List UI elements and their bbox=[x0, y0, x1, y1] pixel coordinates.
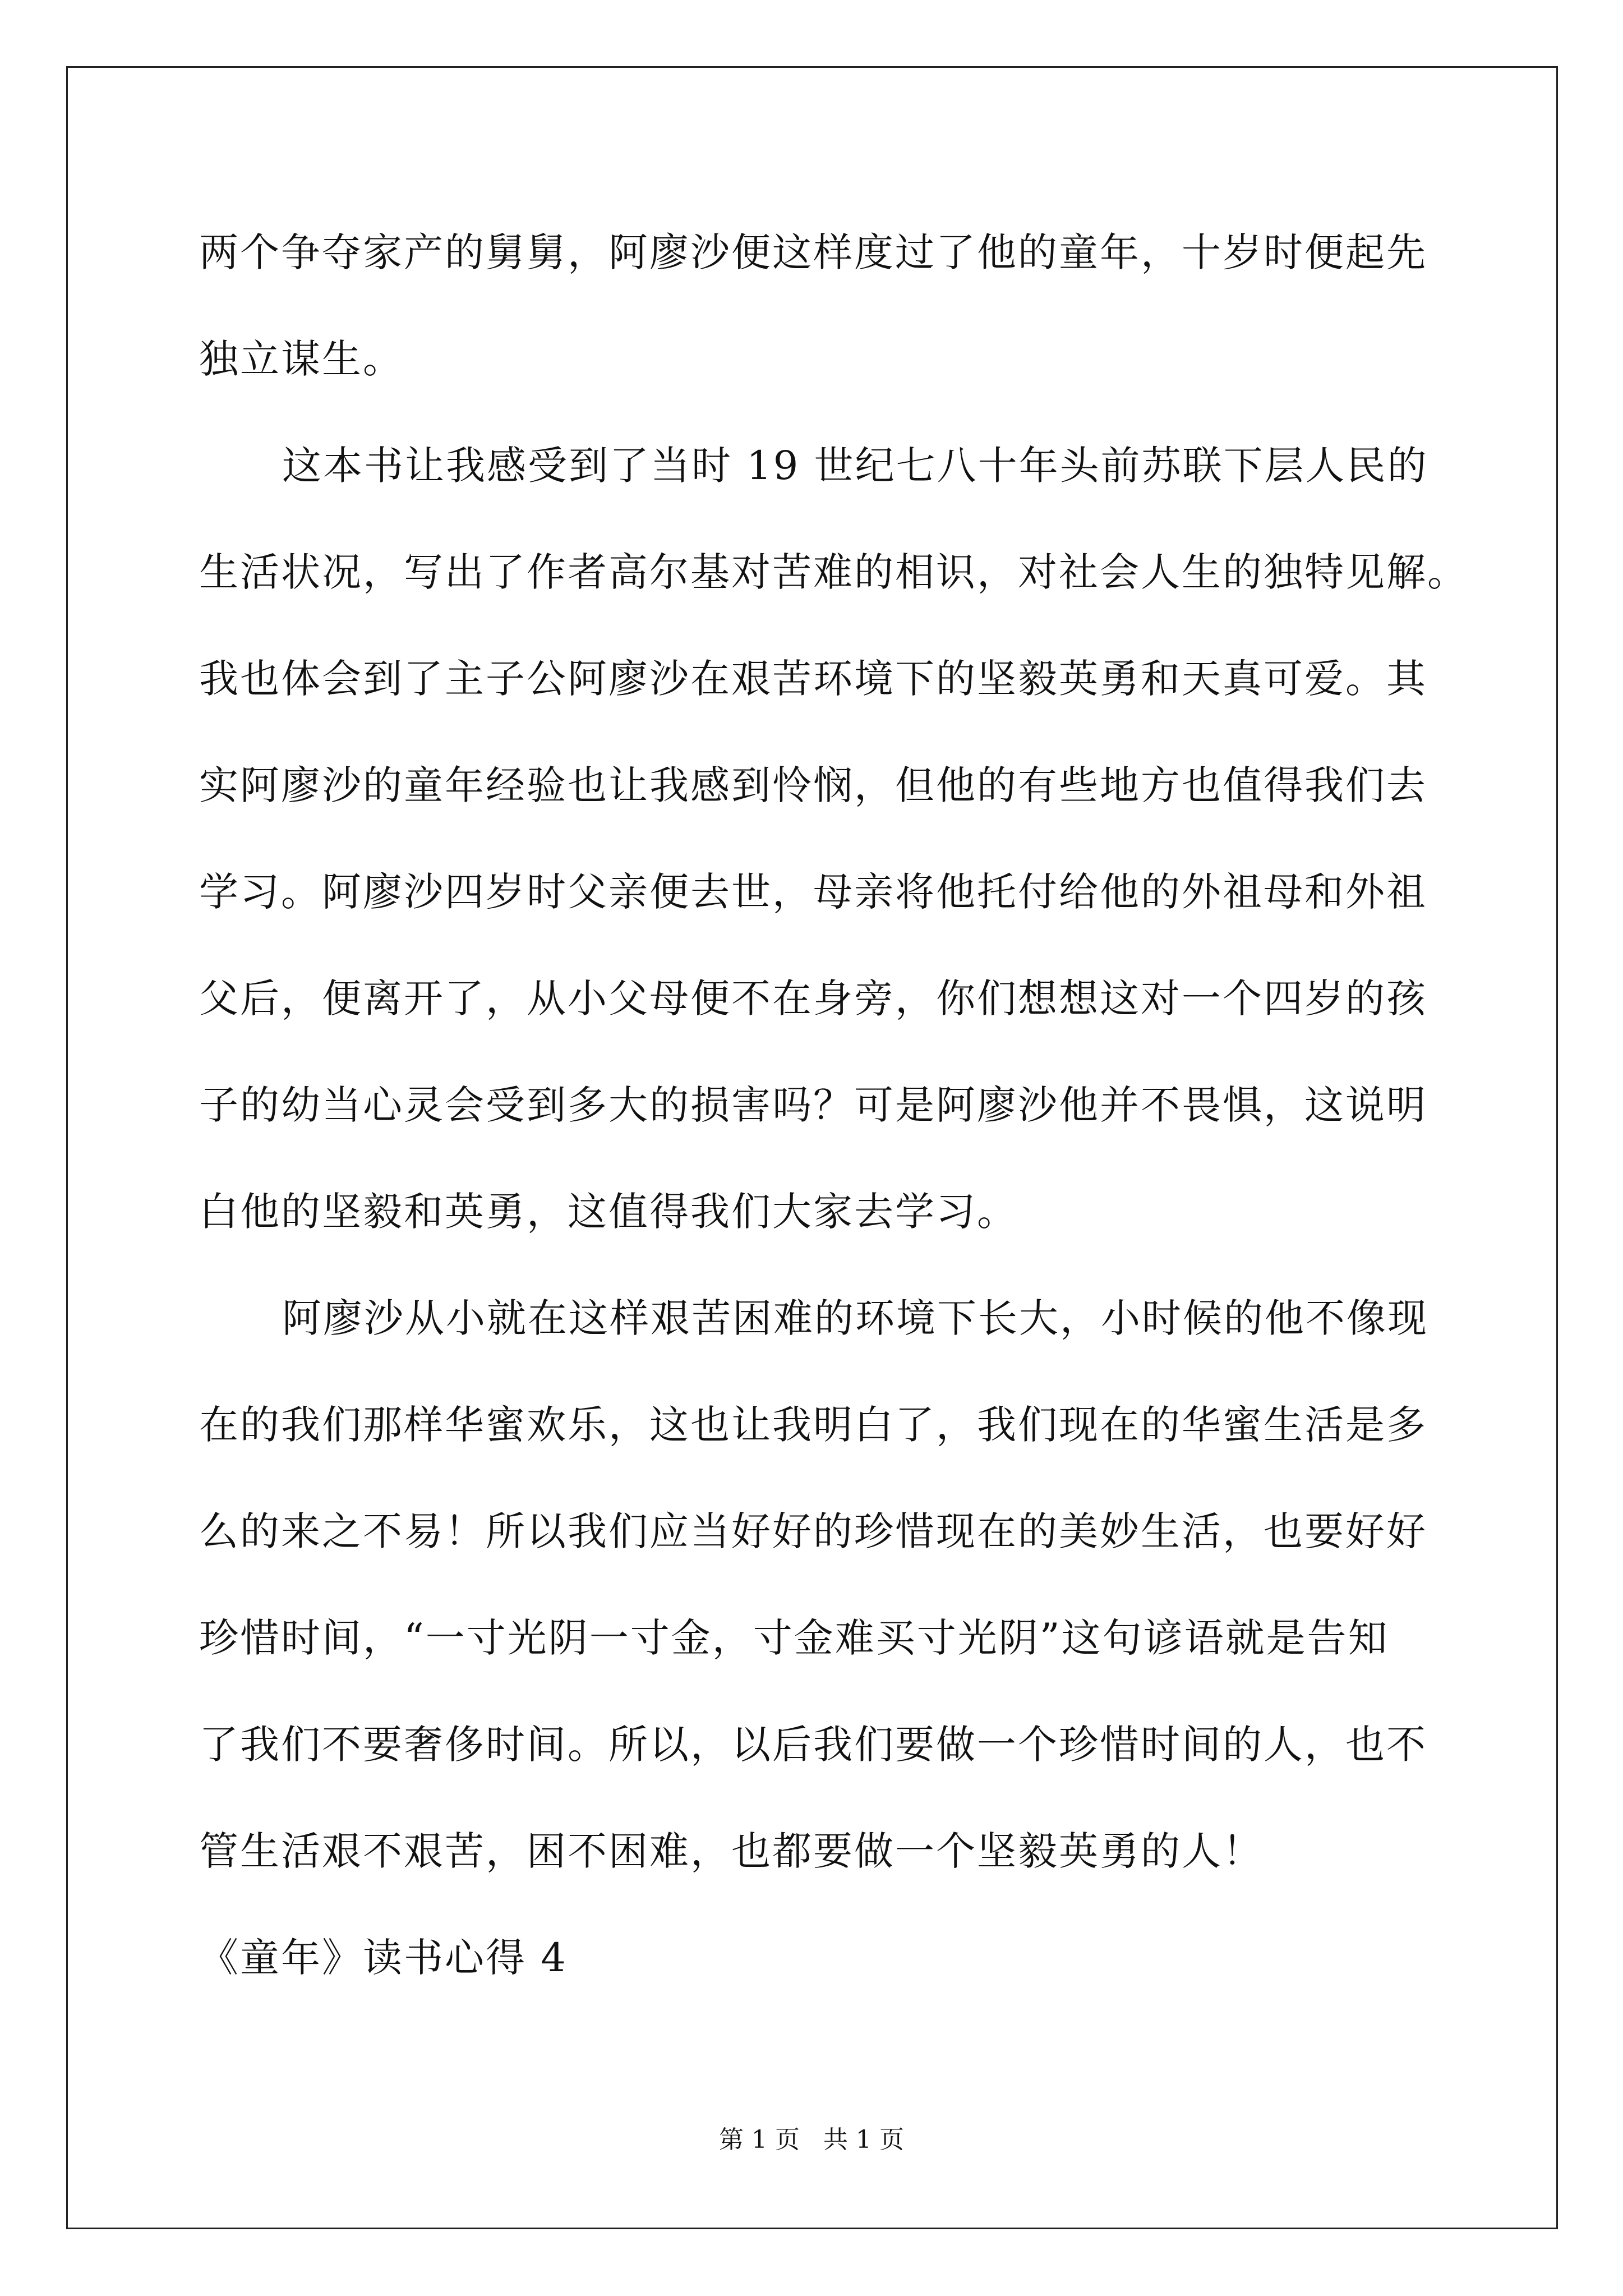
text-line: 在的我们那样华蜜欢乐，这也让我明白了，我们现在的华蜜生活是多 bbox=[199, 1402, 1427, 1448]
text-line: 么的来之不易！所以我们应当好好的珍惜现在的美妙生活，也要好好 bbox=[199, 1508, 1427, 1554]
text-line: 我也体会到了主子公阿廖沙在艰苦环境下的坚毅英勇和天真可爱。其 bbox=[199, 656, 1427, 702]
text-line: 学习。阿廖沙四岁时父亲便去世，母亲将他托付给他的外祖母和外祖 bbox=[199, 869, 1427, 915]
text-line: 生活状况，写出了作者高尔基对苦难的相识，对社会人生的独特见解。 bbox=[199, 549, 1468, 595]
page-border bbox=[66, 66, 1558, 2229]
text-line: 了我们不要奢侈时间。所以，以后我们要做一个珍惜时间的人，也不 bbox=[199, 1722, 1427, 1768]
text-line: 父后，便离开了，从小父母便不在身旁，你们想想这对一个四岁的孩 bbox=[199, 976, 1427, 1022]
text-line: 实阿廖沙的童年经验也让我感到怜悯，但他的有些地方也值得我们去 bbox=[199, 762, 1427, 808]
text-line: 独立谋生。 bbox=[199, 336, 404, 382]
text-line: 白他的坚毅和英勇，这值得我们大家去学习。 bbox=[199, 1189, 1018, 1235]
paragraph-start-line: 阿廖沙从小就在这样艰苦困难的环境下长大，小时候的他不像现 bbox=[282, 1295, 1428, 1341]
text-line: 子的幼当心灵会受到多大的损害吗？可是阿廖沙他并不畏惧，这说明 bbox=[199, 1082, 1427, 1128]
page-footer: 第 1 页 共 1 页 bbox=[719, 2125, 904, 2154]
paragraph-start-line: 这本书让我感受到了当时 19 世纪七八十年头前苏联下层人民的 bbox=[282, 443, 1428, 489]
section-heading: 《童年》读书心得 4 bbox=[199, 1935, 568, 1981]
text-line: 管生活艰不艰苦，困不困难，也都要做一个坚毅英勇的人！ bbox=[199, 1828, 1264, 1874]
text-line: 珍惜时间，“一寸光阴一寸金，寸金难买寸光阴”这句谚语就是告知 bbox=[199, 1615, 1389, 1661]
text-line: 两个争夺家产的舅舅，阿廖沙便这样度过了他的童年，十岁时便起先 bbox=[199, 229, 1427, 275]
